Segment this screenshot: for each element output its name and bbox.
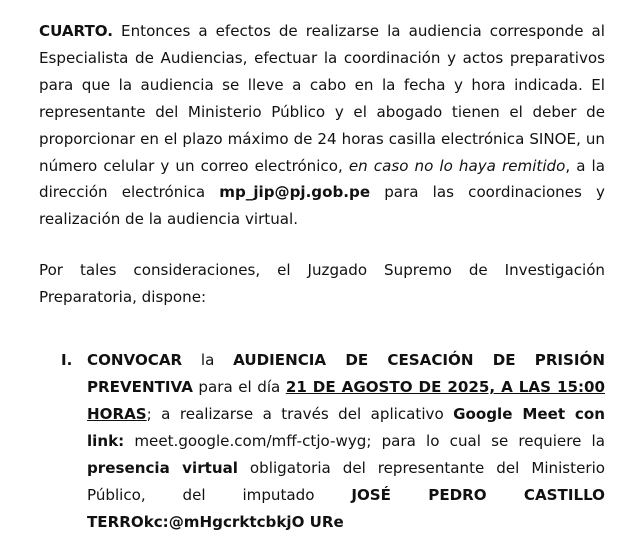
convocar-label: CONVOCAR bbox=[87, 351, 183, 370]
resolution-item bbox=[39, 347, 605, 535]
hearing-name: AUDIENCIA DE CESACIÓN DE PRISIÓN PREVENTIVA bbox=[87, 351, 606, 396]
text-platform-intro: ; a realizarse a través del aplicativo bbox=[146, 404, 454, 423]
text-la: la bbox=[182, 351, 234, 370]
defendant-name: JOSÉ PEDRO CASTILLO TERRO bbox=[87, 485, 605, 531]
resolution-item-number: I. bbox=[61, 351, 73, 370]
platform-name: Google Meet con link: bbox=[87, 404, 605, 450]
considerations-text: Por tales consideraciones, el Juzgado Supremo de Investigación Preparatoria, dispone: bbox=[39, 261, 605, 307]
cuarto-italic-text: en caso no lo haya remitido bbox=[348, 156, 566, 175]
trailing-code: kc:@mHgcrktcbkjO URe bbox=[143, 512, 344, 531]
document-page bbox=[39, 18, 605, 535]
cuarto-heading: CUARTO. bbox=[39, 22, 114, 40]
paragraph-cuarto bbox=[39, 18, 605, 233]
meeting-link: meet.google.com/mff-ctjo-wyg bbox=[124, 431, 367, 450]
text-attendance: obligatoria del representante del Ministerio Público, del imputado bbox=[87, 458, 605, 504]
text-date-intro: para el día bbox=[192, 377, 286, 396]
cuarto-text-1: Entonces a efectos de realizarse la audiencia corresponde al Especialista de Audiencias, efectuar la coordinación y actos preparativos para que la audiencia se lleve a cabo en la fecha y hora indicada. El representante del Ministerio Público y el abogado tienen el deber de proporcionar en el plazo máximo de 24 horas casilla electrónica SINOE, un número celular y un correo electrónico, bbox=[39, 22, 605, 175]
presence-virtual: presencia virtual bbox=[87, 458, 238, 477]
cuarto-text-2: , a la dirección electrónica bbox=[39, 156, 605, 202]
cuarto-text-3: para las coordinaciones y realización de la audiencia virtual. bbox=[39, 183, 605, 229]
text-requirement: ; para lo cual se requiere la bbox=[366, 431, 605, 450]
hearing-date-time: 21 DE AGOSTO DE 2025, A LAS 15:00 HORAS bbox=[87, 377, 605, 423]
paragraph-considerations bbox=[39, 257, 605, 311]
email-address: mp_jip@pj.gob.pe bbox=[219, 183, 371, 202]
